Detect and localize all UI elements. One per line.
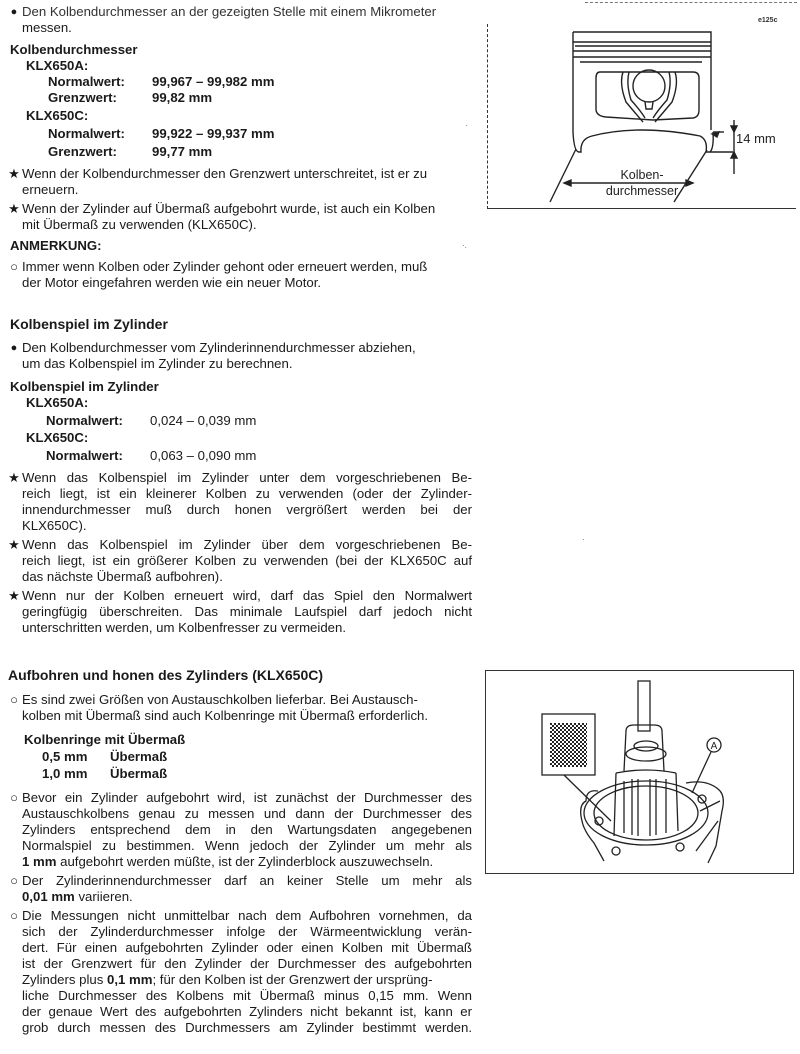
open-circle-bullet-icon: ○ — [10, 790, 18, 805]
caption-line1: Kolben- — [620, 168, 664, 182]
figure-piston-diameter — [487, 24, 796, 209]
section-heading-piston-clearance: Kolbenspiel im Zylinder — [10, 316, 168, 332]
spec-title-clearance: Kolbenspiel im Zylinder — [10, 379, 159, 394]
open-circle-bullet-icon: ○ — [10, 873, 18, 888]
caption-line2: durchmesser — [605, 184, 679, 198]
open-circle-bullet-icon: ○ — [10, 692, 18, 707]
section-heading-boring-honing: Aufbohren und honen des Zylinders (KLX650C) — [8, 667, 324, 683]
filled-bullet-icon: ● — [10, 342, 18, 354]
scan-speck: · — [582, 535, 585, 544]
star-icon: ★ — [8, 537, 20, 552]
rings-title: Kolbenringe mit Übermaß — [24, 732, 186, 747]
model-klx650a: KLX650A: — [26, 395, 89, 410]
open-circle-bullet-icon: ○ — [10, 259, 18, 274]
note-heading: ANMERKUNG: — [10, 238, 102, 253]
star-icon: ★ — [8, 470, 20, 485]
honing-diagram — [486, 671, 793, 873]
star-icon: ★ — [8, 588, 20, 603]
piston-pin-window — [596, 72, 699, 120]
hone-drive-shaft — [638, 681, 650, 731]
piston-pin-boss — [633, 70, 665, 102]
figure-cylinder-honing — [485, 670, 794, 874]
model-klx650c: KLX650C: — [26, 430, 89, 445]
spec-title-piston-diameter: Kolbendurchmesser — [10, 42, 138, 57]
figure-code: e125c — [758, 17, 778, 24]
callout-label: A — [710, 741, 718, 752]
model-klx650a: KLX650A: — [26, 58, 89, 73]
dimension-label: 14 mm — [736, 131, 776, 146]
scan-edge-line — [585, 2, 797, 6]
crosshatch-pattern — [550, 723, 587, 767]
left-column: ● Den Kolbendurchmesser an der gezeigten Stelle mit einem Mikrometer messen. Kolbendurchmesser KLX650A: Normalwert: 99,967 – 99,982 mm Grenzwert: 99,82 mm KLX650C: Normalwert: 99,922 – 99,937 mm Grenzwert: 99,77 mm ★ Wenn der Kolbendurchmesser den Grenzwert unterschreitet, ist er zu erneuern. ★ Wenn der Zylinder auf Übermaß aufgebohrt wurde, ist auch ein Kolben mit Übermaß zu verwenden (KLX650C). ANMERKUNG: ○ Immer wenn Kolben oder Zylinder gehont oder erneuert werden, muß der Motor eingefahren werden wie ein neuer Motor. Kolbenspiel im Zylinder ● Den Kolbendurchmesser vom Zylinderinnendurchmesser abziehen, um das Kolbenspiel im Zylinder zu berechnen. Kolbenspiel im Zylinder KLX650A: Normalwert: 0,024 – 0,039 mm KLX650C: Normalwert: 0,063 – 0,090 mm ★ Wenn das Kolbenspiel im Zylinder unter dem vorgeschriebenen Be- reich liegt, ist ein kleinerer Kolben zu verwenden (oder der Zylinder- innendurchmesser muß durch honen vergrößert werden bei der KLX650C). ★ Wenn das Kolbenspiel im Zylinder über dem vorgeschriebenen Be- reich liegt, ist ein größerer Kolben zu verwenden (bei der KLX650C auf das nächste Übermaß aufbohren). ★ Wenn nur der Kolben erneuert wird, darf das Spiel den Normalwert geringfügig überschreiten. Das minimale Laufspiel darf jedoch nicht unterschritten werden, um Kolbenfresser zu vermeiden. Aufbohren und honen des Zylinders (KLX650C) ○ Es sind zwei Größen von Austauschkolben lieferbar. Bei Austausch- kolben mit Übermaß sind auch Kolbenringe mit Übermaß erforderlich. Kolbenringe mit Übermaß 0,5 mm Übermaß 1,0 mm Übermaß ○ Bevor ein Zylinder aufgebohrt wird, ist zunächst der Durchmesser des Austauschkolbens genau zu messen und dann der Durchmesser des Zylinders entsprechend dem in den Wartungsdaten angegebenen Normalspiel zu bestimmen. Wenn jedoch der Zylinder um mehr als 1 mm aufgebohrt werden müßte, ist der Zylinderblock auszuwechseln. ○ Der Zylinderinnendurchmesser darf an keiner Stelle um mehr als 0,01 mm variieren. ○ Die Messungen nicht unmittelbar nach dem Aufbohren vornehmen, da sich der Zylinderdurchmesser infolge der Wärmeentwicklung verän- dert. Für einen aufgebohrten Zylinder oder einen Kolben mit Übermaß ist der Grenzwert für den Zylinder der Durchmesser des aufgebohrten Zylinders plus 0,1 mm; für den Kolben ist der Grenzwert der ursprüng- liche Durchmesser des Kolbens mit Übermaß minus 0,15 mm. Wenn der genaue Wert des aufgebohrten Zylinders nicht bekannt ist, kann er grob durch messen des Durchmessers am Zylinder bestimmt werden. — [8, 0, 472, 1054]
scan-speck: ·. — [462, 241, 467, 250]
piston-crown — [573, 32, 711, 130]
filled-bullet-icon: ● — [10, 6, 18, 18]
star-icon: ★ — [8, 166, 20, 181]
piston-skirt — [573, 130, 713, 152]
open-circle-bullet-icon: ○ — [10, 908, 18, 923]
star-icon: ★ — [8, 201, 20, 216]
model-klx650c: KLX650C: — [26, 108, 89, 123]
scan-speck: · — [465, 121, 468, 130]
